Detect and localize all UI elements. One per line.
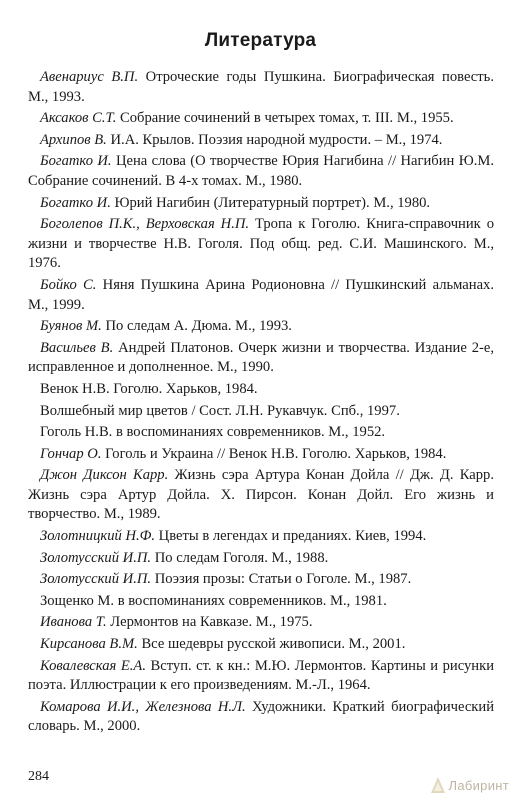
bibliography-entry — [28, 380, 494, 400]
entry-author: Аксаков С.Т. — [40, 110, 117, 127]
entry-author: Бойко С. — [40, 276, 97, 293]
entry-author: Гончар О. — [40, 445, 102, 462]
entry-author: Комарова И.И., Железнова Н.Л. — [40, 698, 246, 715]
entry-text: Цена слова (О творчестве Юрия Нагибина // Нагибин Ю.М. Собрание сочинений. В 4-х томах. М., 1980. — [28, 153, 494, 189]
bibliography-entry — [28, 215, 494, 274]
entry-text: Лермонтов на Кавказе. М., 1975. — [110, 614, 313, 631]
bibliography-entry — [28, 109, 494, 129]
watermark-text: Лабиринт — [448, 777, 509, 793]
entry-text: Зощенко М. в воспоминаниях современников. М., 1981. — [40, 592, 387, 609]
entry-author: Золотусский И.П. — [40, 549, 152, 566]
entry-text: Жизнь сэра Артура Конан Дойла // Дж. Д. Карр. Жизнь сэра Артур Дойла. Х. Пирсон. Конан Дойл. Его жизнь и творчество. М., 1989. — [28, 467, 494, 523]
bibliography-entry — [28, 194, 494, 214]
bibliography-entry — [28, 698, 494, 737]
labyrinth-icon — [430, 776, 446, 794]
entry-author: Джон Диксон Карр. — [40, 467, 169, 484]
entry-author: Буянов М. — [40, 318, 102, 335]
entry-text: Юрий Нагибин (Литературный портрет). М., 1980. — [114, 194, 431, 211]
bibliography-entry — [28, 276, 494, 315]
bibliography-entry — [28, 570, 494, 590]
entry-author: Боголепов П.К., Верховская Н.П. — [40, 216, 250, 233]
entry-text: Андрей Платонов. Очерк жизни и творчества. Издание 2-е, исправленное и дополненное. М., 1990. — [28, 339, 494, 376]
entry-author: Иванова Т. — [40, 614, 107, 631]
bibliography-entry — [28, 527, 494, 547]
page-number: 284 — [28, 769, 49, 784]
entry-text: Художники. Краткий биографический словарь. М., 2000. — [28, 698, 495, 735]
bibliography-entry — [28, 613, 494, 633]
entry-author: Авенариус В.П. — [40, 69, 139, 85]
bibliography-entry — [28, 635, 494, 655]
entry-author: Богатко И. — [40, 194, 111, 211]
bibliography-entry — [28, 152, 494, 191]
entry-author: Кирсанова В.М. — [40, 636, 138, 653]
entry-text: Няня Пушкина Арина Родионовна // Пушкинский альманах. М., 1999. — [28, 276, 494, 313]
watermark-logo — [430, 776, 510, 794]
entry-text: И.А. Крылов. Поэзия народной мудрости. – М., 1974. — [110, 131, 443, 148]
bibliography-entry — [28, 549, 494, 569]
bibliography-entry — [28, 423, 494, 443]
entry-author: Золотницкий Н.Ф. — [40, 528, 156, 545]
entry-author: Васильев В. — [40, 339, 114, 356]
bibliography-entry — [28, 68, 494, 107]
entry-text: Волшебный мир цветов / Сост. Л.Н. Рукавчук. Спб., 1997. — [40, 402, 400, 419]
page-title: Литература — [204, 30, 317, 51]
entry-text: Венок Н.В. Гоголю. Харьков, 1984. — [40, 380, 258, 397]
bibliography-entry — [28, 657, 494, 696]
entry-author: Богатко И. — [40, 153, 112, 170]
entry-text: По следам А. Дюма. М., 1993. — [105, 318, 292, 335]
entry-text: Тропа к Гоголю. Книга-справочник о жизни и творчестве Н.В. Гоголя. Под общ. ред. С.И. Машинского. М., 1976. — [28, 216, 494, 272]
entry-text: Отроческие годы Пушкина. Биографическая повесть. М., 1993. — [28, 69, 494, 105]
bibliography-entry — [28, 466, 494, 525]
entry-text: Вступ. ст. к кн.: М.Ю. Лермонтов. Картины и рисунки поэта. Иллюстрации к его произведениям. М.-Л., 1964. — [28, 657, 494, 694]
entry-text: Гоголь и Украина // Венок Н.В. Гоголю. Харьков, 1984. — [105, 445, 447, 462]
bibliography-entry — [28, 131, 494, 151]
entry-author: Золотусский И.П. — [40, 571, 152, 588]
entry-text: Цветы в легендах и преданиях. Киев, 1994. — [158, 528, 427, 545]
entry-text: По следам Гоголя. М., 1988. — [154, 549, 329, 566]
bibliography-entry — [28, 339, 494, 378]
bibliography-entry — [28, 402, 494, 422]
bibliography-list — [28, 68, 494, 739]
entry-text: Все шедевры русской живописи. М., 2001. — [141, 636, 406, 653]
bibliography-entry — [28, 592, 494, 612]
entry-text: Гоголь Н.В. в воспоминаниях современников. М., 1952. — [40, 424, 386, 441]
entry-text: Поэзия прозы: Статьи о Гоголе. М., 1987. — [154, 571, 412, 588]
entry-author: Ковалевская Е.А. — [40, 657, 146, 674]
bibliography-entry — [28, 445, 494, 465]
entry-author: Архипов В. — [40, 131, 107, 148]
bibliography-entry — [28, 317, 494, 337]
entry-text: Собрание сочинений в четырех томах, т. III. М., 1955. — [120, 110, 454, 127]
